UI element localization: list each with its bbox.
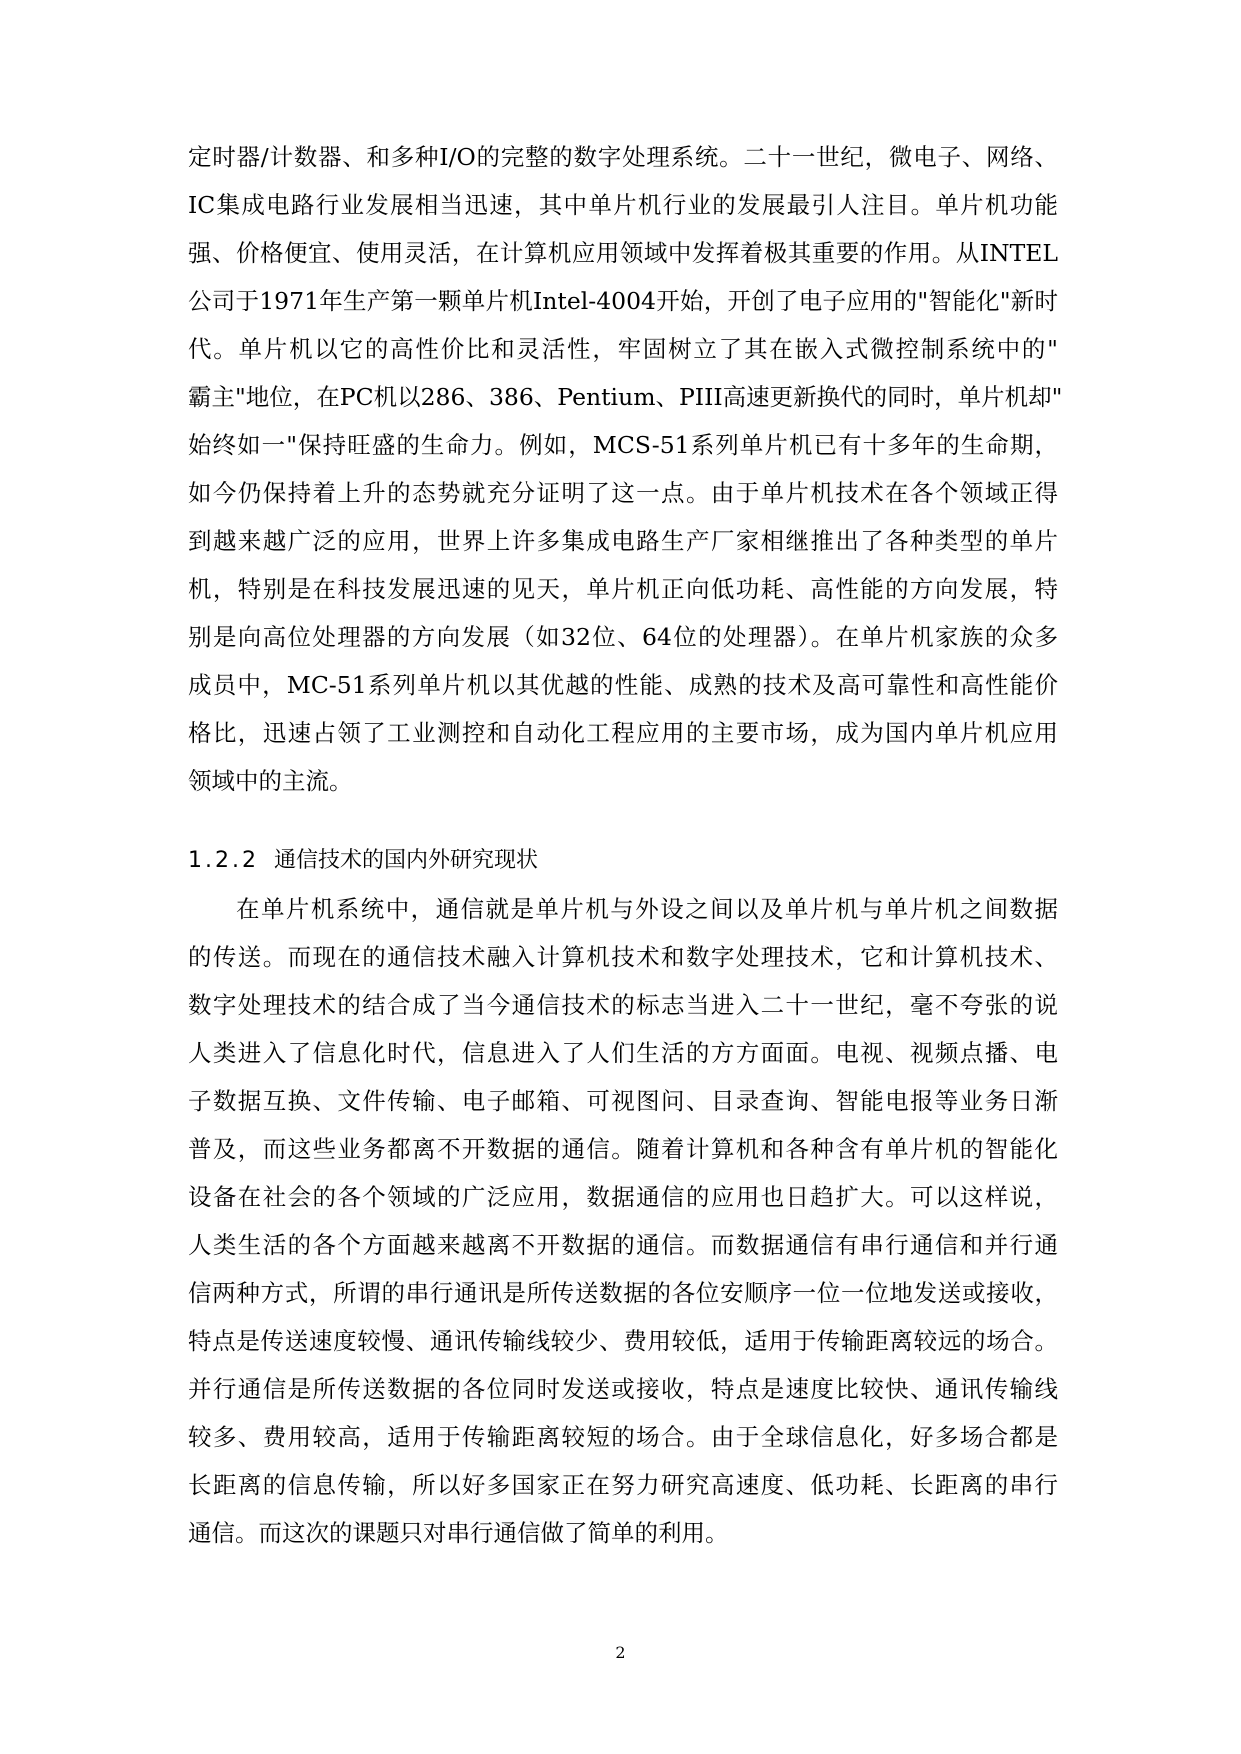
paragraph-line: 强、价格便宜、使用灵活，在计算机应用领域中发挥着极其重要的作用。从INTEL — [188, 239, 1058, 267]
paragraph-line: IC集成电路行业发展相当迅速，其中单片机行业的发展最引人注目。单片机功能 — [188, 191, 1058, 219]
paragraph-line: 如今仍保持着上升的态势就充分证明了这一点。由于单片机技术在各个领域正得 — [188, 479, 1058, 507]
paragraph-line: 机，特别是在科技发展迅速的见天，单片机正向低功耗、高性能的方向发展，特 — [188, 575, 1058, 603]
paragraph-line: 设备在社会的各个领域的广泛应用，数据通信的应用也日趋扩大。可以这样说， — [188, 1183, 1058, 1211]
paragraph-line: 的传送。而现在的通信技术融入计算机技术和数字处理技术，它和计算机技术、 — [188, 943, 1058, 971]
section-heading — [188, 837, 538, 885]
paragraph-line: 长距离的信息传输，所以好多国家正在努力研究高速度、低功耗、长距离的串行 — [188, 1471, 1058, 1499]
paragraph-line: 别是向高位处理器的方向发展（如32位、64位的处理器）。在单片机家族的众多 — [188, 623, 1058, 651]
paragraph-line: 定时器/计数器、和多种I/O的完整的数字处理系统。二十一世纪，微电子、网络、 — [188, 143, 1058, 171]
paragraph-line: 通信。而这次的课题只对串行通信做了简单的利用。 — [188, 1519, 729, 1547]
paragraph-line: 人类生活的各个方面越来越离不开数据的通信。而数据通信有串行通信和并行通 — [188, 1231, 1058, 1259]
paragraph-line: 普及，而这些业务都离不开数据的通信。随着计算机和各种含有单片机的智能化 — [188, 1135, 1058, 1163]
paragraph-line: 格比，迅速占领了工业测控和自动化工程应用的主要市场，成为国内单片机应用 — [188, 719, 1058, 747]
paragraph-line: 在单片机系统中，通信就是单片机与外设之间以及单片机与单片机之间数据 — [236, 895, 1058, 923]
paragraph-line: 并行通信是所传送数据的各位同时发送或接收，特点是速度比较快、通讯传输线 — [188, 1375, 1058, 1403]
paragraph-line: 霸主"地位，在PC机以286、386、Pentium、PIII高速更新换代的同时，单片机却" — [188, 383, 1063, 411]
paragraph-line: 数字处理技术的结合成了当今通信技术的标志当进入二十一世纪，毫不夸张的说 — [188, 991, 1058, 1019]
paragraph-line: 到越来越广泛的应用，世界上许多集成电路生产厂家相继推出了各种类型的单片 — [188, 527, 1058, 555]
paragraph-line: 特点是传送速度较慢、通讯传输线较少、费用较低，适用于传输距离较远的场合。 — [188, 1327, 1058, 1355]
paragraph-line: 成员中，MC-51系列单片机以其优越的性能、成熟的技术及高可靠性和高性能价 — [188, 671, 1058, 699]
paragraph-line: 信两种方式，所谓的串行通讯是所传送数据的各位安顺序一位一位地发送或接收， — [188, 1279, 1058, 1307]
paragraph-line: 公司于1971年生产第一颗单片机Intel-4004开始，开创了电子应用的"智能化"新时 — [188, 287, 1058, 315]
section-title: 通信技术的国内外研究现状 — [274, 848, 539, 873]
section-number: 1.2.2 — [188, 848, 259, 873]
paragraph-line: 人类进入了信息化时代，信息进入了人们生活的方方面面。电视、视频点播、电 — [188, 1039, 1058, 1067]
paragraph-line: 始终如一"保持旺盛的生命力。例如，MCS-51系列单片机已有十多年的生命期， — [188, 431, 1058, 459]
paragraph-line: 子数据互换、文件传输、电子邮箱、可视图问、目录查询、智能电报等业务日渐 — [188, 1087, 1058, 1115]
paragraph-line: 较多、费用较高，适用于传输距离较短的场合。由于全球信息化，好多场合都是 — [188, 1423, 1058, 1451]
page-number: 2 — [615, 1643, 626, 1662]
paragraph-line: 领域中的主流。 — [188, 767, 353, 795]
paragraph-line: 代。单片机以它的高性价比和灵活性，牢固树立了其在嵌入式微控制系统中的" — [188, 335, 1058, 363]
